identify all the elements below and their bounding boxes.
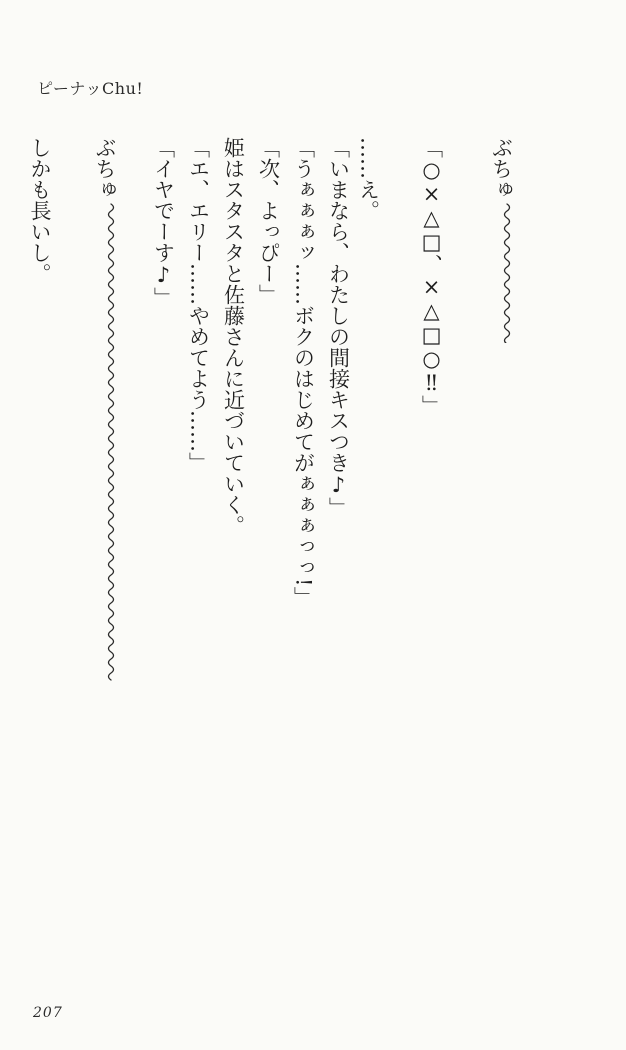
- dialogue-line-tsugi: 「次、よっぴー」: [256, 137, 281, 305]
- text-block: [28, 137, 514, 1017]
- sfx-line-2: [93, 137, 118, 1017]
- narration-line-e: ……え。: [356, 137, 381, 221]
- page-number: 207: [33, 1005, 63, 1021]
- dialogue-line-imanara: 「いまなら、わたしの間接キスつき♪」: [326, 137, 351, 518]
- dialogue-line-erii: 「エ、エリー……やめてよう……」: [186, 137, 211, 473]
- wavy-line-long-icon: [104, 203, 118, 683]
- sfx-text: ぶちゅ: [489, 137, 514, 200]
- dialogue-line-uaaa: 「うぁぁぁッ……ボクのはじめてがぁぁぁっっ!」: [291, 137, 316, 608]
- sfx-text: ぶちゅ: [93, 137, 117, 200]
- narration-line-shikamo: しかも長いし。: [28, 137, 52, 284]
- dialogue-line-iyadesu: 「イヤでーす♪」: [151, 137, 176, 308]
- running-header: ピーナッChu!: [37, 79, 144, 98]
- dialogue-line-symbols: 「○×△□、×△□○‼」: [419, 137, 444, 416]
- sfx-line-1: [490, 137, 515, 1017]
- wavy-line-short-icon: [500, 203, 514, 343]
- narration-line-hime: 姫はスタスタと佐藤さんに近づいていく。: [221, 137, 246, 536]
